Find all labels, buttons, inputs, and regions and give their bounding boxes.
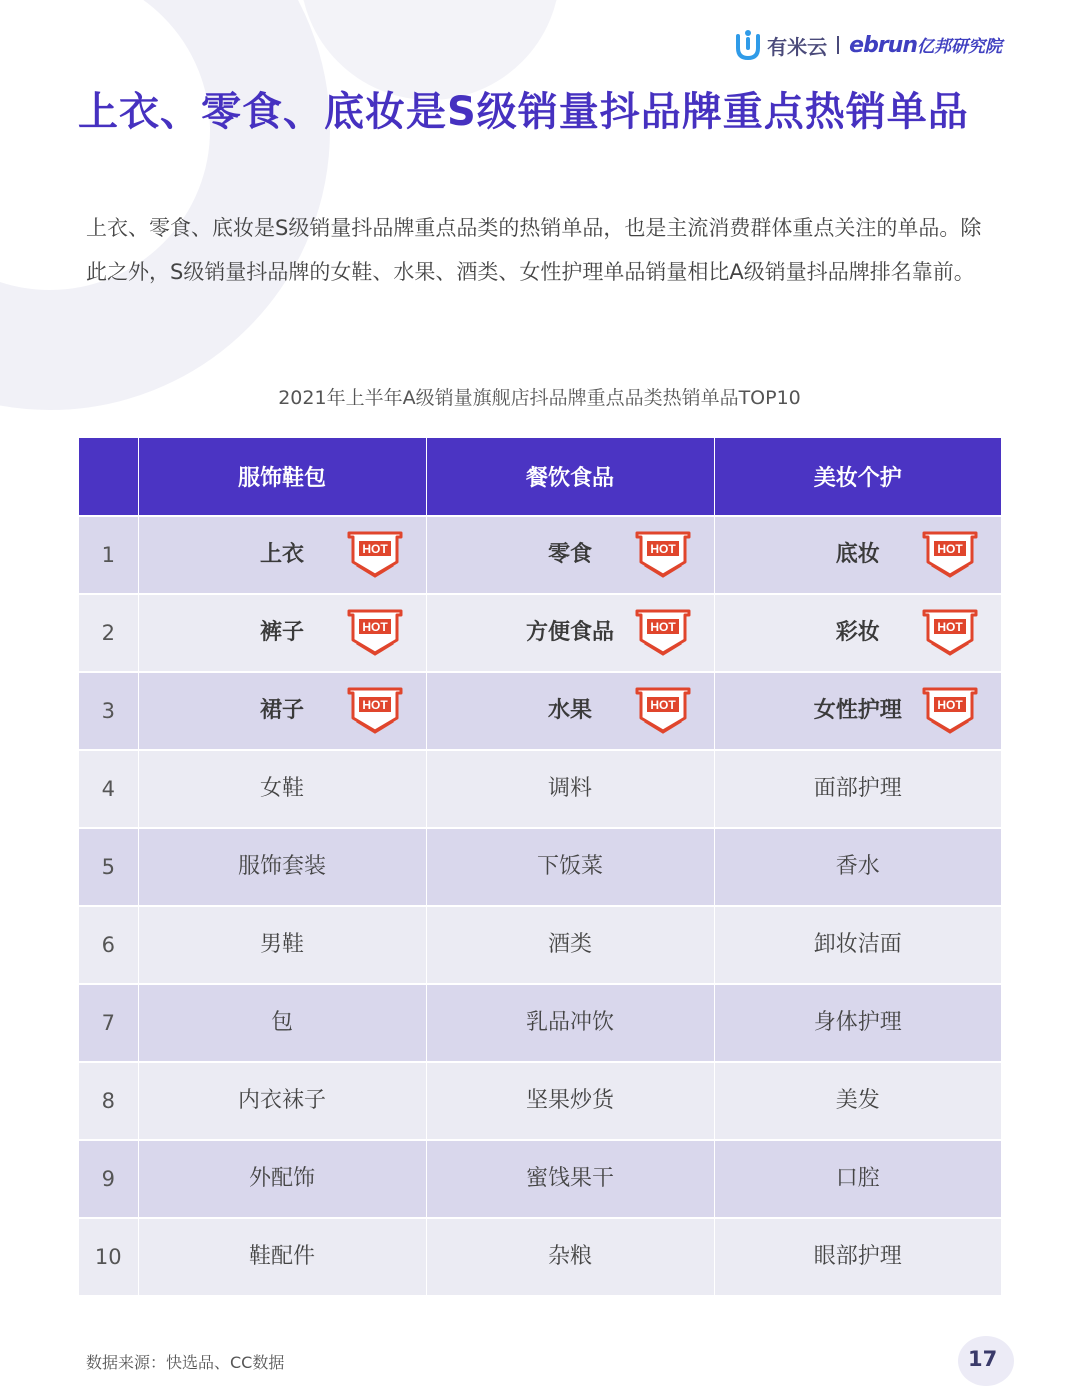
table-row [79, 672, 1001, 750]
table-row [79, 516, 1001, 594]
cell-content [139, 829, 426, 905]
cell-content [715, 517, 1002, 593]
beauty-cell [714, 750, 1001, 828]
item-label: 下饭菜 [536, 854, 603, 879]
cell-content [715, 985, 1002, 1061]
food-cell [426, 672, 714, 750]
apparel-cell [138, 750, 426, 828]
beauty-cell [714, 984, 1001, 1062]
rank-cell: 7 [79, 984, 138, 1062]
header-beauty: 美妆个护 [714, 438, 1001, 516]
rank-cell: 8 [79, 1062, 138, 1140]
item-label: 香水 [835, 854, 880, 879]
youmiyun-logo-text: 有米云 [767, 34, 828, 59]
cell-content [139, 751, 426, 827]
food-cell [426, 828, 714, 906]
cell-content [715, 1141, 1002, 1217]
hot-badge-label: HOT [361, 698, 388, 712]
beauty-cell [714, 594, 1001, 672]
cell-content [427, 1141, 714, 1217]
table-row [79, 594, 1001, 672]
ebrun-logo-cn: 亿邦研究院 [917, 37, 1002, 57]
hot-badge-label: HOT [937, 542, 963, 556]
table-row [79, 906, 1001, 984]
cell-content [715, 907, 1002, 983]
apparel-cell [138, 984, 426, 1062]
item-label: 美发 [835, 1088, 880, 1113]
cell-content [139, 595, 426, 671]
item-label: 女鞋 [259, 776, 304, 801]
table-row [79, 1218, 1001, 1295]
hot-badge-icon [634, 528, 692, 584]
beauty-cell [714, 672, 1001, 750]
beauty-cell [714, 906, 1001, 984]
cell-content [715, 829, 1002, 905]
item-label: 乳品冲饮 [525, 1010, 614, 1035]
hot-badge-label: HOT [649, 542, 676, 556]
item-label: 杂粮 [547, 1244, 592, 1269]
rank-cell: 6 [79, 906, 138, 984]
item-label: 蜜饯果干 [525, 1166, 614, 1191]
header-logos [733, 28, 1002, 62]
ebrun-logo [849, 32, 1002, 58]
item-label: 方便食品 [525, 620, 614, 645]
cell-content [427, 673, 714, 749]
apparel-cell [138, 1218, 426, 1295]
item-label: 上衣 [259, 542, 304, 567]
item-label: 外配饰 [248, 1166, 315, 1191]
cell-content [139, 1219, 426, 1295]
hot-badge-icon [921, 684, 979, 740]
item-label: 包 [270, 1010, 293, 1035]
item-label: 男鞋 [259, 932, 304, 957]
item-label: 零食 [547, 542, 592, 567]
table-row [79, 984, 1001, 1062]
apparel-cell [138, 1140, 426, 1218]
top10-table [79, 438, 1001, 1295]
food-cell [426, 594, 714, 672]
youmiyun-u-icon [733, 28, 763, 62]
item-label: 酒类 [547, 932, 592, 957]
header-food: 餐饮食品 [426, 438, 714, 516]
logo-separator [837, 36, 839, 54]
cell-content [139, 1063, 426, 1139]
cell-content [715, 595, 1002, 671]
table-row [79, 828, 1001, 906]
food-cell [426, 906, 714, 984]
ebrun-logo-en: ebrun [849, 33, 917, 58]
hot-badge-icon [634, 606, 692, 662]
food-cell [426, 1140, 714, 1218]
hot-badge-icon [921, 528, 979, 584]
cell-content [139, 517, 426, 593]
item-label: 口腔 [835, 1166, 880, 1191]
hot-badge-label: HOT [937, 698, 963, 712]
hot-badge-label: HOT [361, 620, 388, 634]
page-number: 17 [968, 1347, 998, 1371]
hot-badge-label: HOT [649, 620, 676, 634]
table-row [79, 1062, 1001, 1140]
data-source-note: 数据来源：快选品、CC数据 [86, 1353, 285, 1372]
hot-badge-icon [346, 606, 404, 662]
cell-content [427, 907, 714, 983]
table-caption: 2021年上半年A级销量旗舰店抖品牌重点品类热销单品TOP10 [278, 387, 801, 409]
cell-content [427, 517, 714, 593]
item-label: 卸妆洁面 [813, 932, 902, 957]
page-title: 上衣、零食、底妆是S级销量抖品牌重点热销单品 [78, 89, 969, 135]
background-decoration [0, 0, 330, 410]
rank-cell: 4 [79, 750, 138, 828]
food-cell [426, 516, 714, 594]
header-apparel: 服饰鞋包 [138, 438, 426, 516]
item-label: 彩妆 [835, 620, 880, 645]
apparel-cell [138, 516, 426, 594]
item-label: 底妆 [835, 542, 880, 567]
cell-content [427, 1063, 714, 1139]
item-label: 裙子 [259, 698, 304, 723]
cell-content [427, 595, 714, 671]
cell-content [715, 1219, 1002, 1295]
beauty-cell [714, 1062, 1001, 1140]
cell-content [715, 1063, 1002, 1139]
rank-cell: 10 [79, 1218, 138, 1295]
table-header-row [79, 438, 1001, 516]
apparel-cell [138, 906, 426, 984]
youmiyun-logo [733, 28, 827, 62]
item-label: 裤子 [259, 620, 304, 645]
beauty-cell [714, 1140, 1001, 1218]
rank-cell: 2 [79, 594, 138, 672]
apparel-cell [138, 594, 426, 672]
header-rank [79, 438, 138, 516]
food-cell [426, 1062, 714, 1140]
hot-badge-icon [346, 684, 404, 740]
beauty-cell [714, 516, 1001, 594]
table-body [79, 516, 1001, 1295]
cell-content [427, 1219, 714, 1295]
cell-content [427, 985, 714, 1061]
cell-content [139, 907, 426, 983]
hot-badge-icon [634, 684, 692, 740]
cell-content [139, 673, 426, 749]
cell-content [139, 985, 426, 1061]
rank-cell: 9 [79, 1140, 138, 1218]
hot-badge-label: HOT [649, 698, 676, 712]
table-row [79, 750, 1001, 828]
table-row [79, 1140, 1001, 1218]
cell-content [139, 1141, 426, 1217]
item-label: 服饰套装 [237, 854, 326, 879]
item-label: 面部护理 [813, 776, 902, 801]
rank-cell: 3 [79, 672, 138, 750]
hot-badge-label: HOT [937, 620, 963, 634]
item-label: 身体护理 [813, 1010, 902, 1035]
food-cell [426, 1218, 714, 1295]
hot-badge-label: HOT [361, 542, 388, 556]
apparel-cell [138, 672, 426, 750]
food-cell [426, 984, 714, 1062]
intro-paragraph: 上衣、零食、底妆是S级销量抖品牌重点品类的热销单品，也是主流消费群体重点关注的单品。除此之外，S级销量抖品牌的女鞋、水果、酒类、女性护理单品销量相比A级销量抖品牌排名靠前。 [86, 216, 982, 284]
cell-content [715, 673, 1002, 749]
item-label: 水果 [547, 698, 592, 723]
item-label: 坚果炒货 [525, 1088, 614, 1113]
apparel-cell [138, 1062, 426, 1140]
cell-content [427, 829, 714, 905]
hot-badge-icon [346, 528, 404, 584]
food-cell [426, 750, 714, 828]
item-label: 鞋配件 [248, 1244, 315, 1269]
rank-cell: 5 [79, 828, 138, 906]
item-label: 眼部护理 [813, 1244, 902, 1269]
apparel-cell [138, 828, 426, 906]
cell-content [427, 751, 714, 827]
beauty-cell [714, 828, 1001, 906]
cell-content [715, 751, 1002, 827]
hot-badge-icon [921, 606, 979, 662]
item-label: 女性护理 [813, 698, 902, 723]
beauty-cell [714, 1218, 1001, 1295]
item-label: 内衣袜子 [237, 1088, 326, 1113]
item-label: 调料 [547, 776, 592, 801]
rank-cell: 1 [79, 516, 138, 594]
